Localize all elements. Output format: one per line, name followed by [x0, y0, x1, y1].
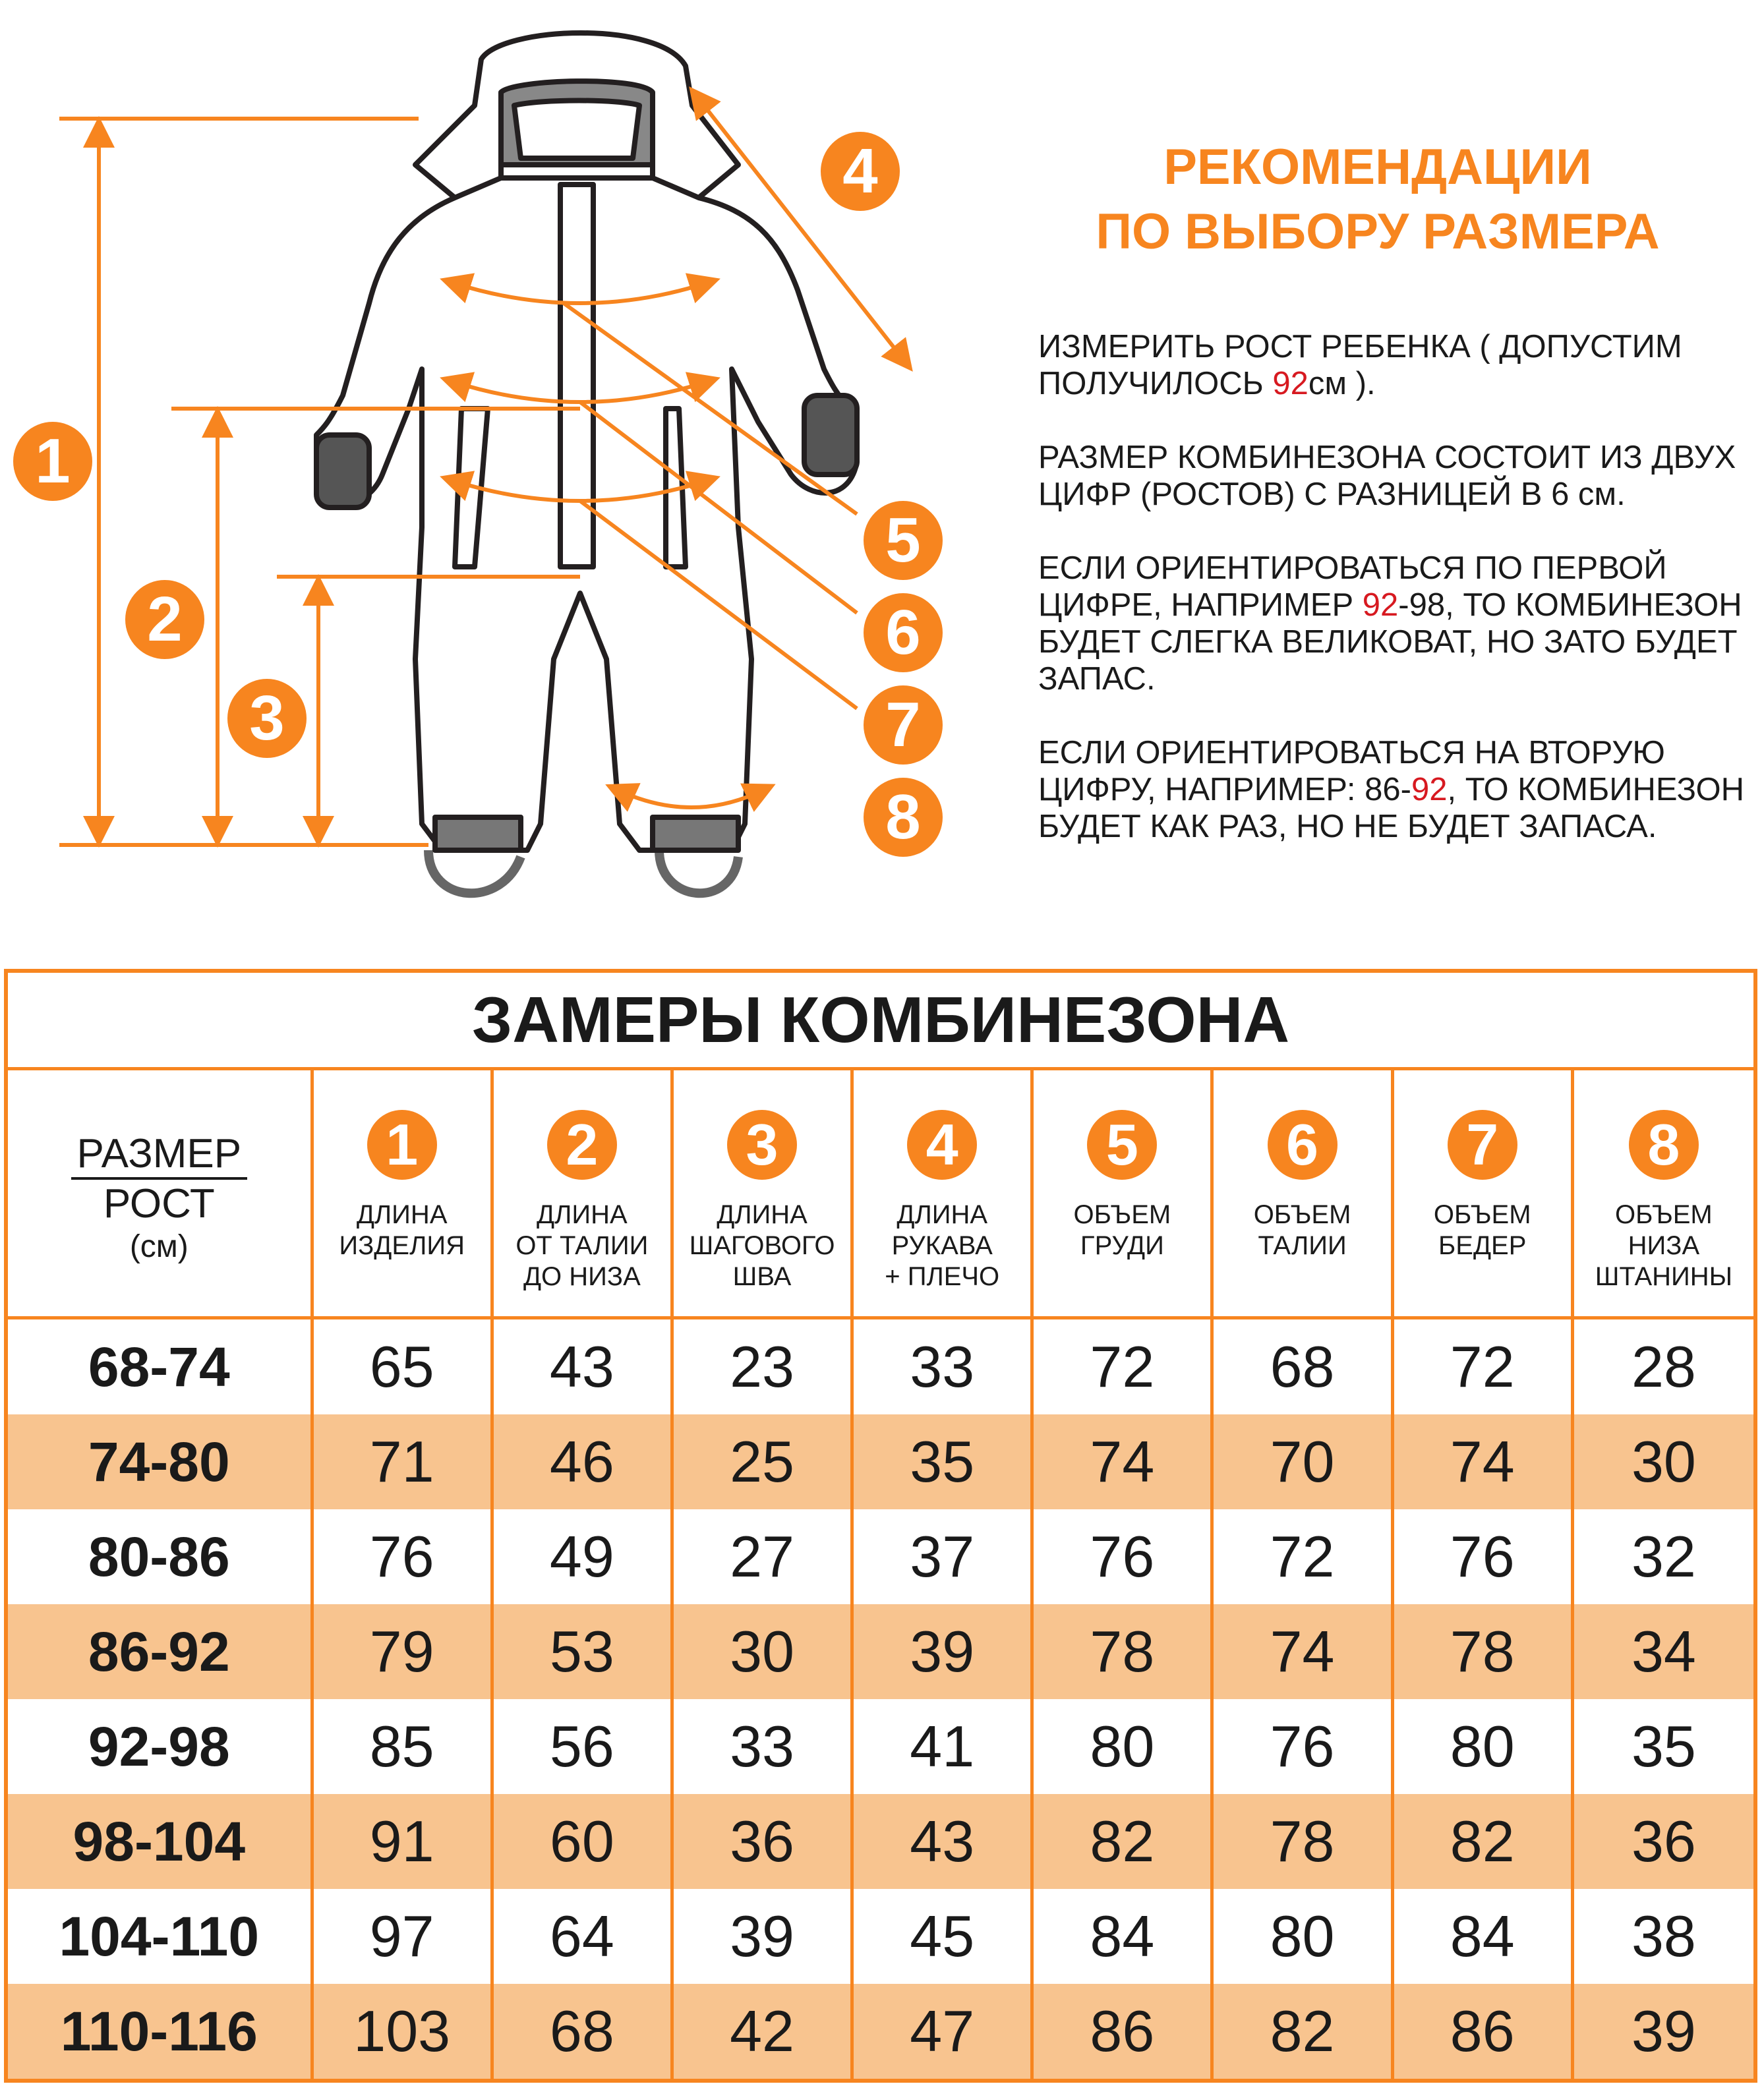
measurement-cell: 82 — [1034, 1794, 1214, 1889]
measurement-cell: 78 — [1034, 1604, 1214, 1699]
column-label-line: ОБЪЕМ — [1253, 1200, 1351, 1229]
column-header-2 — [494, 1070, 674, 1316]
size-height-header — [8, 1070, 314, 1316]
column-header-3 — [674, 1070, 854, 1316]
measurement-cell: 53 — [494, 1604, 674, 1699]
measurement-cell: 80 — [1394, 1699, 1574, 1794]
recommendation-paragraph-3 — [1038, 550, 1757, 697]
measurement-cell: 35 — [1631, 1714, 1696, 1779]
measurement-cell: 36 — [674, 1794, 854, 1889]
measurement-cell: 86 — [1034, 1984, 1214, 2079]
rec-p1-line1: ИЗМЕРИТЬ РОСТ РЕБЕНКА ( ДОПУСТИМ — [1038, 329, 1682, 364]
rec-p3-line4: ЗАПАС. — [1038, 661, 1156, 697]
measurement-cell: 91 — [314, 1794, 494, 1889]
measurement-cell: 103 — [314, 1984, 494, 2079]
column-label-line: ОБЪЕМ — [1615, 1200, 1713, 1229]
rec-p2-line1: РАЗМЕР КОМБИНЕЗОНА СОСТОИТ ИЗ ДВУХ — [1038, 440, 1736, 475]
column-2-label — [494, 1200, 670, 1292]
measurement-cell: 72 — [1034, 1319, 1214, 1414]
recommendations-title-line-2: ПО ВЫБОРУ РАЗМЕРА — [1096, 204, 1660, 260]
recommendations-title — [1028, 135, 1727, 264]
column-label-line: ДЛИНА — [897, 1200, 988, 1229]
column-header-4 — [854, 1070, 1034, 1316]
measurement-cell: 65 — [314, 1319, 494, 1414]
column-header-8 — [1574, 1070, 1753, 1316]
measurement-cell: 25 — [674, 1414, 854, 1509]
column-5-badge: 5 — [1087, 1110, 1157, 1180]
marker-4-badge: 4 — [821, 132, 900, 211]
measurement-cell: 43 — [494, 1319, 674, 1414]
measurement-cell: 70 — [1214, 1414, 1394, 1509]
column-header-7 — [1394, 1070, 1574, 1316]
measurement-cell: 46 — [494, 1414, 674, 1509]
measurement-cell: 35 — [854, 1414, 1034, 1509]
column-label-line: ШТАНИНЫ — [1595, 1262, 1733, 1291]
marker-5-badge: 5 — [864, 501, 943, 580]
table-row — [8, 1604, 1753, 1699]
measurement-cell: 78 — [1394, 1604, 1574, 1699]
table-row — [8, 1414, 1753, 1509]
rec-p4-line3: БУДЕТ КАК РАЗ, НО НЕ БУДЕТ ЗАПАСА. — [1038, 809, 1657, 844]
rec-p3-line2-start: ЦИФРЕ, НАПРИМЕР — [1038, 587, 1363, 623]
recommendation-paragraph-4 — [1038, 734, 1757, 845]
measurement-cell: 39 — [854, 1604, 1034, 1699]
measurement-cell: 80 — [1034, 1699, 1214, 1794]
measurement-cell: 82 — [1214, 1984, 1394, 2079]
column-label-line: ОБЪЕМ — [1073, 1200, 1171, 1229]
column-label-line: БЕДЕР — [1438, 1231, 1527, 1260]
measurement-cell: 42 — [674, 1984, 854, 2079]
measurement-cell: 76 — [1034, 1509, 1214, 1604]
measurements-table — [4, 969, 1757, 2083]
recommendation-paragraph-1 — [1038, 328, 1757, 402]
measurement-cell: 30 — [1631, 1429, 1696, 1494]
size-cell: 68-74 — [8, 1319, 314, 1414]
measurement-cell: 64 — [494, 1889, 674, 1984]
rec-p3-line1: ЕСЛИ ОРИЕНТИРОВАТЬСЯ ПО ПЕРВОЙ — [1038, 550, 1667, 586]
column-label-line: ДО НИЗА — [523, 1262, 641, 1291]
measurement-cell: 68 — [1214, 1319, 1394, 1414]
rec-p3-line2-end: -98, ТО КОМБИНЕЗОН — [1398, 587, 1742, 623]
column-6-label — [1214, 1200, 1390, 1261]
marker-3-badge: 3 — [227, 679, 307, 758]
measurement-cell: 36 — [1631, 1809, 1696, 1874]
measurement-cell: 97 — [314, 1889, 494, 1984]
measurement-cell: 72 — [1394, 1319, 1574, 1414]
marker-1-badge: 1 — [13, 422, 92, 501]
column-6-badge: 6 — [1268, 1110, 1338, 1180]
measurement-cell: 80 — [1214, 1889, 1394, 1984]
measurement-cell: 33 — [854, 1319, 1034, 1414]
column-label-line: ДЛИНА — [537, 1200, 628, 1229]
size-cell: 110-116 — [8, 1984, 314, 2079]
column-3-badge: 3 — [727, 1110, 797, 1180]
measurement-cell: 56 — [494, 1699, 674, 1794]
table-row — [8, 1889, 1753, 1984]
measurement-cell: 37 — [854, 1509, 1034, 1604]
measurement-cell: 74 — [1034, 1414, 1214, 1509]
measurement-cell: 23 — [674, 1319, 854, 1414]
column-label-line: ОТ ТАЛИИ — [515, 1231, 649, 1260]
recommendations-title-line-1: РЕКОМЕНДАЦИИ — [1163, 139, 1592, 195]
measurement-cell: 72 — [1214, 1509, 1394, 1604]
measurement-cell: 84 — [1394, 1889, 1574, 1984]
measurement-cell: 39 — [674, 1889, 854, 1984]
measurement-cell: 43 — [854, 1794, 1034, 1889]
marker-6-badge: 6 — [864, 593, 943, 672]
table-title: ЗАМЕРЫ КОМБИНЕЗОНА — [8, 973, 1753, 1070]
size-cell: 80-86 — [8, 1509, 314, 1604]
measurement-cell: 60 — [494, 1794, 674, 1889]
measurement-cell: 45 — [854, 1889, 1034, 1984]
measurement-cell: 79 — [314, 1604, 494, 1699]
table-row — [8, 1984, 1753, 2079]
measurement-cell: 32 — [1631, 1524, 1696, 1589]
measurement-cell: 82 — [1394, 1794, 1574, 1889]
column-1-badge: 1 — [367, 1110, 437, 1180]
rec-p3-line3: БУДЕТ СЛЕГКА ВЕЛИКОВАТ, НО ЗАТО БУДЕТ — [1038, 624, 1738, 660]
column-7-badge: 7 — [1448, 1110, 1517, 1180]
rec-p2-line2: ЦИФР (РОСТОВ) С РАЗНИЦЕЙ В 6 см. — [1038, 477, 1626, 512]
size-cell: 98-104 — [8, 1794, 314, 1889]
rec-p4-line1: ЕСЛИ ОРИЕНТИРОВАТЬСЯ НА ВТОРУЮ — [1038, 735, 1665, 770]
rec-p3-red-number: 92 — [1362, 587, 1399, 623]
rec-p1-line2-start: ПОЛУЧИЛОСЬ — [1038, 366, 1273, 401]
marker-2-badge: 2 — [125, 580, 204, 659]
column-header-1 — [314, 1070, 494, 1316]
measurement-cell: 85 — [314, 1699, 494, 1794]
measurement-cell: 28 — [1631, 1334, 1696, 1399]
column-label-line: ГРУДИ — [1080, 1231, 1164, 1260]
measurement-cell: 47 — [854, 1984, 1034, 2079]
table-row — [8, 1699, 1753, 1794]
column-label-line: РУКАВА — [891, 1231, 993, 1260]
table-row — [8, 1794, 1753, 1889]
column-4-badge: 4 — [907, 1110, 977, 1180]
column-label-line: ИЗДЕЛИЯ — [339, 1231, 465, 1260]
size-header-divider — [71, 1177, 247, 1180]
rec-p1-red-number: 92 — [1272, 366, 1308, 401]
marker-8-badge: 8 — [864, 778, 943, 857]
jumpsuit-measurement-diagram — [0, 0, 976, 936]
measurement-cell: 84 — [1034, 1889, 1214, 1984]
size-cell: 74-80 — [8, 1414, 314, 1509]
measurement-cell: 68 — [494, 1984, 674, 2079]
jumpsuit-drawing — [0, 0, 976, 936]
column-header-5 — [1034, 1070, 1214, 1316]
measurement-cell: 39 — [1631, 1998, 1696, 2064]
column-5-label — [1034, 1200, 1210, 1261]
column-8-label — [1574, 1200, 1753, 1292]
rec-p1-line2-end: см ). — [1308, 366, 1376, 401]
rec-p4-red-number: 92 — [1411, 772, 1448, 807]
height-header-label: РОСТ — [103, 1181, 215, 1227]
column-2-badge: 2 — [547, 1110, 617, 1180]
column-label-line: + ПЛЕЧО — [885, 1262, 1000, 1291]
measurement-cell: 71 — [314, 1414, 494, 1509]
measurement-cell: 76 — [1214, 1699, 1394, 1794]
column-1-label — [314, 1200, 490, 1261]
size-cell: 104-110 — [8, 1889, 314, 1984]
unit-header-label: (см) — [129, 1229, 189, 1264]
measurement-cell: 33 — [674, 1699, 854, 1794]
column-label-line: ДЛИНА — [356, 1200, 448, 1229]
measurement-cell: 34 — [1631, 1619, 1696, 1684]
column-7-label — [1394, 1200, 1571, 1261]
column-label-line: ШАГОВОГО — [689, 1231, 835, 1260]
measurement-cell: 38 — [1631, 1903, 1696, 1969]
table-grid — [8, 1070, 1753, 2079]
column-label-line: ШВА — [732, 1262, 792, 1291]
size-header-label: РАЗМЕР — [76, 1131, 242, 1176]
column-label-line: ТАЛИИ — [1258, 1231, 1347, 1260]
measurement-cell: 78 — [1214, 1794, 1394, 1889]
column-label-line: ДЛИНА — [717, 1200, 808, 1229]
measurement-cell: 76 — [1394, 1509, 1574, 1604]
measurement-cell: 76 — [314, 1509, 494, 1604]
jumpsuit-outline — [316, 33, 857, 893]
rec-p4-line2-end: , ТО КОМБИНЕЗОН — [1447, 772, 1745, 807]
measurement-cell: 86 — [1394, 1984, 1574, 2079]
measurement-cell: 27 — [674, 1509, 854, 1604]
recommendations-text — [1038, 328, 1757, 882]
column-label-line: ОБЪЕМ — [1433, 1200, 1531, 1229]
table-row — [8, 1509, 1753, 1604]
size-cell: 86-92 — [8, 1604, 314, 1699]
marker-7-badge: 7 — [864, 685, 943, 765]
size-cell: 92-98 — [8, 1699, 314, 1794]
recommendation-paragraph-2 — [1038, 439, 1757, 513]
column-3-label — [674, 1200, 850, 1292]
rec-p4-line2-start: ЦИФРУ, НАПРИМЕР: 86- — [1038, 772, 1411, 807]
table-header-row — [8, 1070, 1753, 1319]
column-label-line: НИЗА — [1628, 1231, 1700, 1260]
measurement-cell: 30 — [674, 1604, 854, 1699]
column-4-label — [854, 1200, 1030, 1292]
measurement-cell: 49 — [494, 1509, 674, 1604]
measurement-cell: 74 — [1394, 1414, 1574, 1509]
measurement-cell: 41 — [854, 1699, 1034, 1794]
measurement-cell: 74 — [1214, 1604, 1394, 1699]
table-row — [8, 1319, 1753, 1414]
column-8-badge: 8 — [1629, 1110, 1699, 1180]
column-header-6 — [1214, 1070, 1394, 1316]
